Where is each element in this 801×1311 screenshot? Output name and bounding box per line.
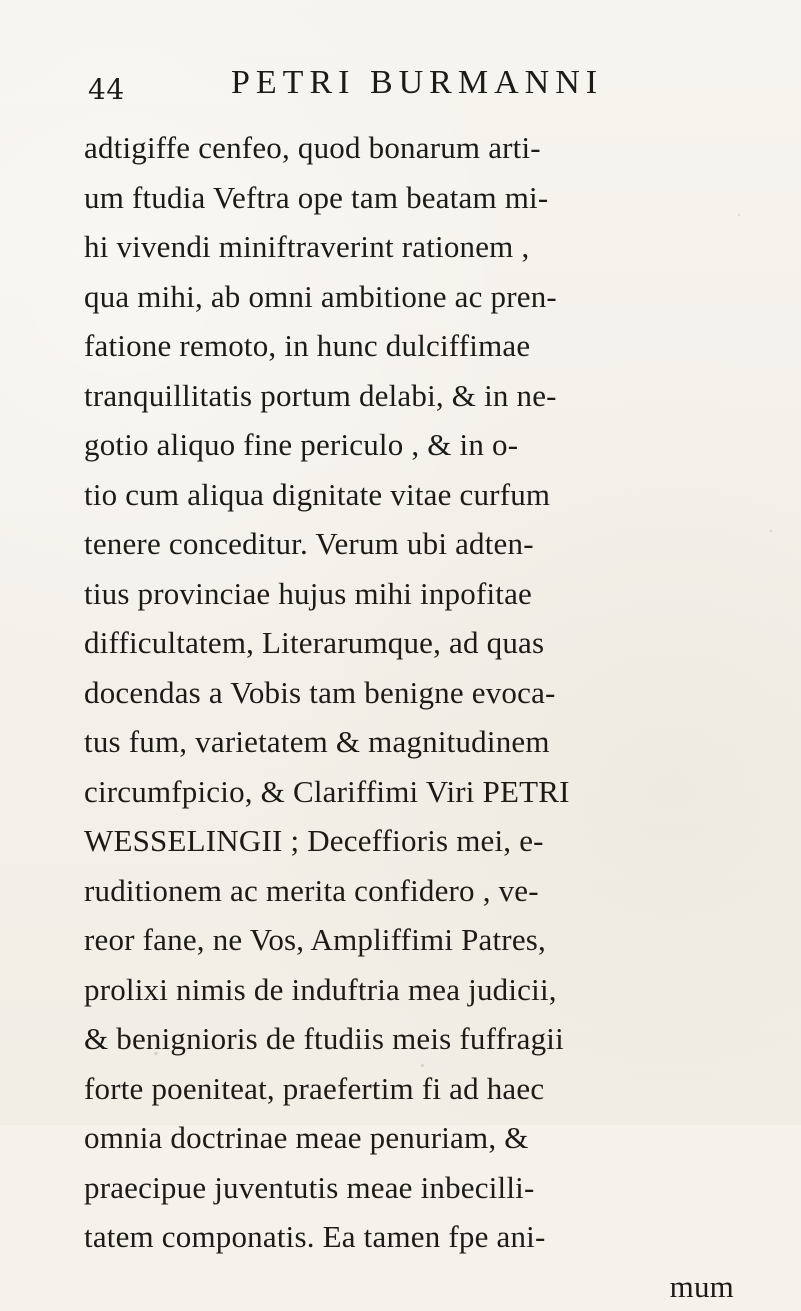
text-line: qua mihi, ab omni ambitione ac pren- bbox=[84, 272, 734, 322]
text-line: ruditionem ac merita confidero , ve- bbox=[84, 866, 734, 916]
text-line: praecipue juventutis meae inbecilli- bbox=[84, 1163, 734, 1213]
text-line: tus fum, varietatem & magnitudinem bbox=[84, 717, 734, 767]
text-line: adtigiffe cenfeo, quod bonarum arti- bbox=[84, 123, 734, 173]
text-line: tenere conceditur. Verum ubi adten- bbox=[84, 519, 734, 569]
text-line: tatem componatis. Ea tamen fpe ani- bbox=[84, 1212, 734, 1262]
running-head: PETRI BURMANNI bbox=[231, 66, 603, 100]
text-line: forte poeniteat, praefertim fi ad haec bbox=[84, 1064, 734, 1114]
paper-speck bbox=[770, 530, 772, 532]
text-line: difficultatem, Literarumque, ad quas bbox=[84, 618, 734, 668]
text-line: docendas a Vobis tam benigne evoca- bbox=[84, 668, 734, 718]
text-line: hi vivendi miniftraverint rationem , bbox=[84, 222, 734, 272]
text-line: & benignioris de ftudiis meis fuffragii bbox=[84, 1014, 734, 1064]
paper-speck bbox=[154, 1052, 158, 1055]
text-line: tius provinciae hujus mihi inpofitae bbox=[84, 569, 734, 619]
text-line: prolixi nimis de induftria mea judicii, bbox=[84, 965, 734, 1015]
page-number: 44 bbox=[88, 76, 125, 104]
text-line: omnia doctrinae meae penuriam, & bbox=[84, 1113, 734, 1163]
main-text bbox=[84, 123, 734, 1311]
text-line: reor fane, ne Vos, Ampliffimi Patres, bbox=[84, 915, 734, 965]
paper-speck bbox=[738, 214, 740, 216]
page-header bbox=[88, 66, 738, 114]
text-line: gotio aliquo fine periculo , & in o- bbox=[84, 420, 734, 470]
paper-speck bbox=[421, 1064, 424, 1067]
text-line: um ftudia Veftra ope tam beatam mi- bbox=[84, 173, 734, 223]
text-line: WESSELINGII ; Deceffioris mei, e- bbox=[84, 816, 734, 866]
text-line: fatione remoto, in hunc dulciffimae bbox=[84, 321, 734, 371]
text-line: tio cum aliqua dignitate vitae curfum bbox=[84, 470, 734, 520]
text-line: tranquillitatis portum delabi, & in ne- bbox=[84, 371, 734, 421]
catchword: mum bbox=[84, 1262, 734, 1311]
text-line: circumfpicio, & Clariffimi Viri PETRI bbox=[84, 767, 734, 817]
